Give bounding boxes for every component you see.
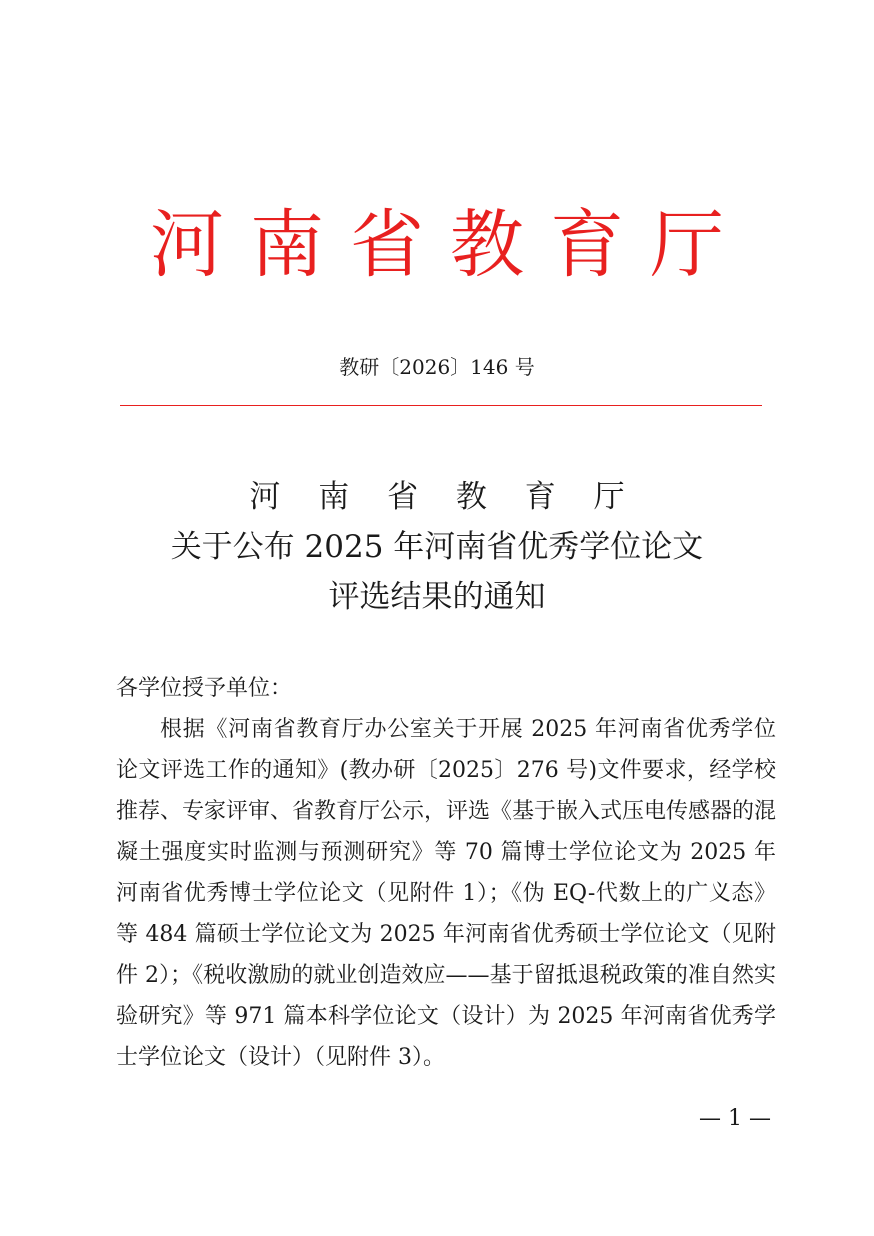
body-paragraph: 根据《河南省教育厅办公室关于开展 2025 年河南省优秀学位论文评选工作的通知》(教办研〔2025〕276 号)文件要求，经学校推荐、专家评审、省教育厅公示，评选《基于嵌入式压电传感器的混凝土强度实时监测与预测研究》等 70 篇博士学位论文为 2025 年河南省优秀博士学位论文（见附件 1）；《伪 EQ-代数上的广义态》等 484 篇硕士学位论文为 2025 年河南省优秀硕士学位论文（见附件 2）；《税收激励的就业创造效应——基于留抵退税政策的准自然实验研究》等 971 篇本科学位论文（设计）为 2025 年河南省优秀学士学位论文（设计）（见附件 3）。: [116, 717, 777, 1070]
title-line-subject: 关于公布 2025 年河南省优秀学位论文: [170, 529, 704, 565]
red-divider-line: [120, 405, 762, 406]
issuing-authority-masthead: 河南省教育厅: [150, 202, 750, 288]
title-line-notice: 评选结果的通知: [328, 579, 546, 615]
salutation: 各学位授予单位：: [116, 676, 293, 701]
document-body: [116, 668, 776, 1078]
page-number: — 1 —: [699, 1106, 771, 1131]
document-title: [0, 472, 874, 622]
document-number: 教研〔2026〕146 号: [339, 355, 535, 379]
title-line-authority: 河 南 省 教 育 厅: [249, 479, 639, 515]
